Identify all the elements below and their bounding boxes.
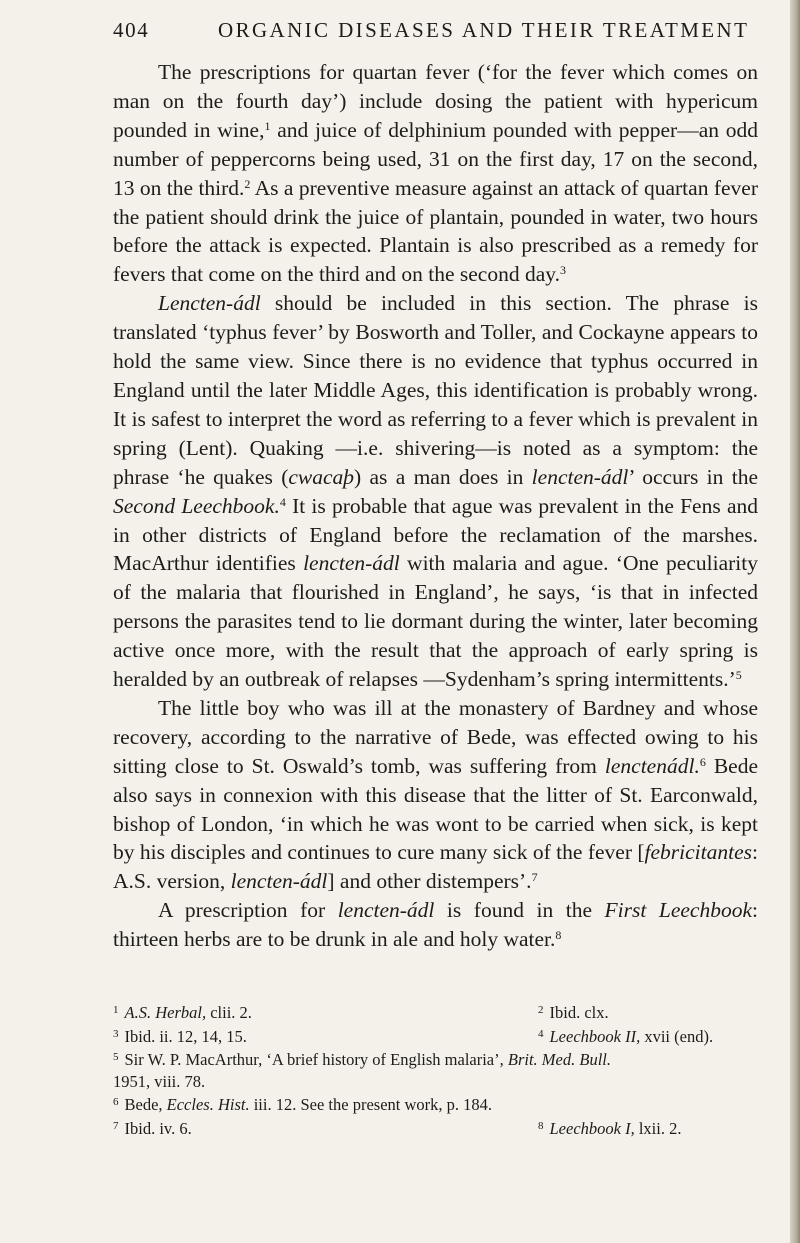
footnote-row xyxy=(113,1024,758,1048)
paragraph-quartan-fever: The prescriptions for quartan fever (‘for the fever which comes on man on the fourth day’) include dosing the patient with hypericum pounded in wine,$^1$ and juice of delphinium pounded with pepper—an odd number of peppercorns being used, 31 on the first day, 17 on the second, 13 on the third.$^2$ As a preventive measure against an attack of quartan fever the patient should drink the juice of plantain, pounded in water, two hours before the attack is expected. Plantain is also prescribed as a remedy for fevers that come on the third and on the second day.$^3$ xyxy=(113,60,758,287)
footnote-row xyxy=(113,1116,758,1140)
footnote-5: $^5$ Sir W. P. MacArthur, ‘A brief history of English malaria’, Brit. Med. Bull. 1951, viii. 78. xyxy=(113,1050,611,1091)
body-text xyxy=(113,58,758,954)
footnote-8: $^8$ Leechbook I, lxii. 2. xyxy=(538,1118,682,1138)
page-number: 404 xyxy=(113,18,150,42)
running-title: ORGANIC DISEASES AND THEIR TREATMENT xyxy=(218,18,750,42)
paragraph-lencten-adl: Lencten-ádl should be included in this section. The phrase is translated ‘typhus fever’ by Bosworth and Toller, and Cockayne appears to hold the same view. Since there is no evidence that typhus occurred in England until the later Middle Ages, this identification is probably wrong. It is safest to interpret the word as referring to a fever which is prevalent in spring (Lent). Quaking —i.e. shivering—is noted as a symptom: the phrase ‘he quakes (cwacaþ) as a man does in lencten-ádl’ occurs in the Second Leechbook.$^4$ It is probable that ague was prevalent in the Fens and in other districts of England before the reclamation of the marshes. MacArthur identifies lencten-ádl with malaria and ague. ‘One peculiarity of the malaria that flourished in England’, he says, ‘is that in infected persons the parasites tend to lie dormant during the winter, later becoming active once more, with the result that the approach of early spring is heralded by an outbreak of relapses —Sydenham’s spring intermittents.’$^5$ xyxy=(113,291,758,692)
paragraph-bardney: The little boy who was ill at the monastery of Bardney and whose recovery, according to the narrative of Bede, was effected owing to his sitting close to St. Oswald’s tomb, was suffering from lenctenádl.$^6$ Bede also says in connexion with this disease that the litter of St. Earconwald, bishop of London, ‘in which he was wont to be carried when sick, is kept by his disciples and continues to cure many sick of the fever [febricitantes: A.S. version, lencten-ádl] and other distempers’.$^7$ xyxy=(113,695,758,894)
book-edge-shadow xyxy=(790,0,800,1243)
footnote-3: $^3$ Ibid. ii. 12, 14, 15. xyxy=(113,1026,247,1046)
footnote-ref-3[interactable]: 3 xyxy=(559,263,566,278)
paragraph-prescription: A prescription for lencten-ádl is found in the First Leechbook: thirteen herbs are to be drunk in ale and holy water.$^8$ xyxy=(113,898,758,952)
footnote-ref-4[interactable]: 4 xyxy=(279,494,286,509)
footnote-7: $^7$ Ibid. iv. 6. xyxy=(113,1118,192,1138)
footnote-1: $^1$ A.S. Herbal, clii. 2. xyxy=(113,1003,252,1022)
footnote-ref-5[interactable]: 5 xyxy=(735,668,742,683)
footnote-ref-1[interactable]: 1 xyxy=(264,118,271,133)
footnote-ref-7[interactable]: 7 xyxy=(531,870,538,885)
footnote-ref-6[interactable]: 6 xyxy=(699,754,706,769)
footnote-row xyxy=(113,1000,758,1024)
footnote-6: $^6$ Bede, Eccles. Hist. iii. 12. See the present work, p. 184. xyxy=(113,1095,493,1114)
footnote-4: $^4$ Leechbook II, xvii (end). xyxy=(538,1026,714,1046)
footnote-ref-2[interactable]: 2 xyxy=(244,176,251,191)
footnotes xyxy=(113,1000,758,1139)
page-header xyxy=(113,18,753,50)
footnote-ref-8[interactable]: 8 xyxy=(555,928,562,943)
footnote-2: $^2$ Ibid. clx. xyxy=(538,1003,609,1022)
